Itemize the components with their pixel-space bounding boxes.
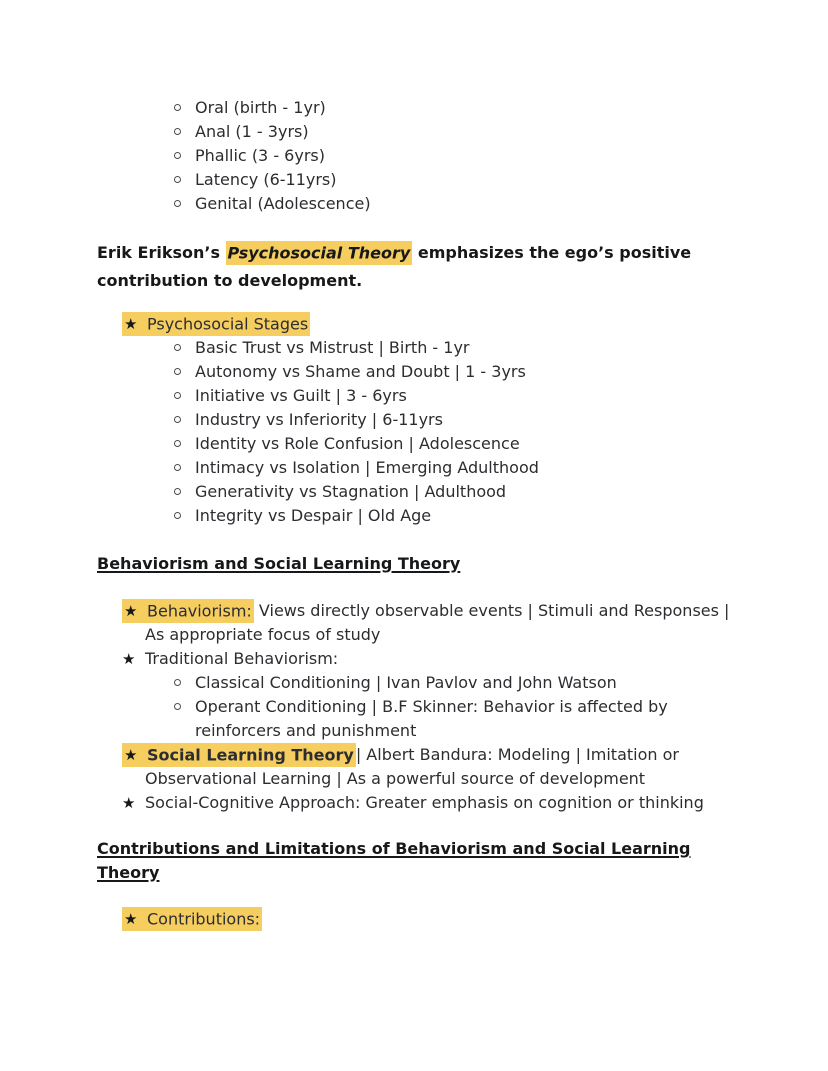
circle-bullet-icon	[172, 432, 195, 456]
star-bullet-icon: ★	[124, 910, 138, 928]
list-item	[97, 384, 731, 408]
bullet-text: Views directly observable events | Stimuli and Responses | As appropriate focus of study	[145, 601, 730, 644]
list-item-text: Genital (Adolescence)	[195, 194, 371, 213]
psychosocial-stages-list	[97, 312, 731, 528]
highlighted-term: Psychosocial Theory	[226, 241, 413, 265]
circle-bullet-icon	[172, 120, 195, 144]
circle-bullet-icon	[172, 360, 195, 384]
star-bullet-icon: ★	[122, 794, 136, 812]
list-item-text: Classical Conditioning | Ivan Pavlov and John Watson	[195, 673, 617, 692]
section-heading-behaviorism: Behaviorism and Social Learning Theory	[97, 554, 461, 573]
list-item-text: Phallic (3 - 6yrs)	[195, 146, 325, 165]
list-item	[97, 192, 731, 216]
list-item	[97, 168, 731, 192]
star-bullet-icon: ★	[124, 746, 138, 764]
highlight-span	[122, 312, 310, 336]
circle-bullet-icon	[172, 504, 195, 528]
freud-stages-list	[97, 96, 731, 216]
list-item-text: Intimacy vs Isolation | Emerging Adulthood	[195, 458, 539, 477]
circle-bullet-icon	[172, 480, 195, 504]
behaviorism-list	[97, 599, 731, 815]
bullet-social-cognitive	[97, 791, 731, 815]
section-heading-contributions: Contributions and Limitations of Behaviorism and Social Learning Theory	[97, 839, 691, 882]
list-item-text: Latency (6-11yrs)	[195, 170, 337, 189]
bullet-text: | Albert Bandura: Modeling | Imitation or Observational Learning | As a powerful source of development	[145, 745, 679, 788]
list-item	[97, 432, 731, 456]
erikson-paragraph	[97, 239, 731, 295]
star-bullet-icon: ★	[124, 315, 138, 333]
list-item	[97, 144, 731, 168]
list-item	[97, 671, 731, 695]
circle-bullet-icon	[172, 168, 195, 192]
star-bullet-icon: ★	[124, 602, 138, 620]
paragraph-text: Erik Erikson’s	[97, 243, 226, 262]
list-item-text: Identity vs Role Confusion | Adolescence	[195, 434, 520, 453]
list-item-text: Anal (1 - 3yrs)	[195, 122, 309, 141]
list-item	[97, 456, 731, 480]
circle-bullet-icon	[172, 192, 195, 216]
paragraph-text: emphasizes the ego’s positive contribution to development.	[97, 243, 692, 290]
list-item-text: Industry vs Inferiority | 6-11yrs	[195, 410, 443, 429]
list-item	[97, 480, 731, 504]
bullet-social-learning-theory	[97, 743, 731, 791]
list-item-text: Operant Conditioning | B.F Skinner: Behavior is affected by reinforcers and punishment	[195, 697, 668, 740]
bullet-label: Social Learning Theory	[147, 745, 354, 764]
list-item-text: Generativity vs Stagnation | Adulthood	[195, 482, 507, 501]
bullet-label: Traditional Behaviorism:	[145, 649, 339, 668]
list-item	[97, 360, 731, 384]
list-item-text: Basic Trust vs Mistrust | Birth - 1yr	[195, 338, 470, 357]
list-item-text: Autonomy vs Shame and Doubt | 1 - 3yrs	[195, 362, 526, 381]
bullet-label: Contributions:	[147, 909, 261, 928]
circle-bullet-icon	[172, 408, 195, 432]
list-item	[97, 336, 731, 360]
star-bullet-icon: ★	[122, 650, 136, 668]
bullet-text: Social-Cognitive Approach: Greater emphasis on cognition or thinking	[145, 793, 704, 812]
highlight-span	[122, 907, 262, 931]
circle-bullet-icon	[172, 456, 195, 480]
circle-bullet-icon	[172, 384, 195, 408]
bullet-label: Behaviorism:	[147, 601, 252, 620]
list-item	[97, 504, 731, 528]
bullet-traditional-behaviorism	[97, 647, 731, 671]
list-item	[97, 96, 731, 120]
psychosocial-stages-header	[97, 312, 731, 336]
bullet-contributions	[97, 907, 731, 931]
highlight-span	[122, 743, 356, 767]
circle-bullet-icon	[172, 695, 195, 719]
circle-bullet-icon	[172, 336, 195, 360]
circle-bullet-icon	[172, 144, 195, 168]
list-item	[97, 120, 731, 144]
contributions-list	[97, 907, 731, 931]
list-item	[97, 695, 731, 743]
circle-bullet-icon	[172, 96, 195, 120]
highlight-span	[122, 599, 254, 623]
list-item-text: Integrity vs Despair | Old Age	[195, 506, 432, 525]
bullet-behaviorism	[97, 599, 731, 647]
list-item	[97, 408, 731, 432]
circle-bullet-icon	[172, 671, 195, 695]
list-item-text: Oral (birth - 1yr)	[195, 98, 326, 117]
list-item-text: Initiative vs Guilt | 3 - 6yrs	[195, 386, 407, 405]
bullet-label: Psychosocial Stages	[147, 314, 309, 333]
